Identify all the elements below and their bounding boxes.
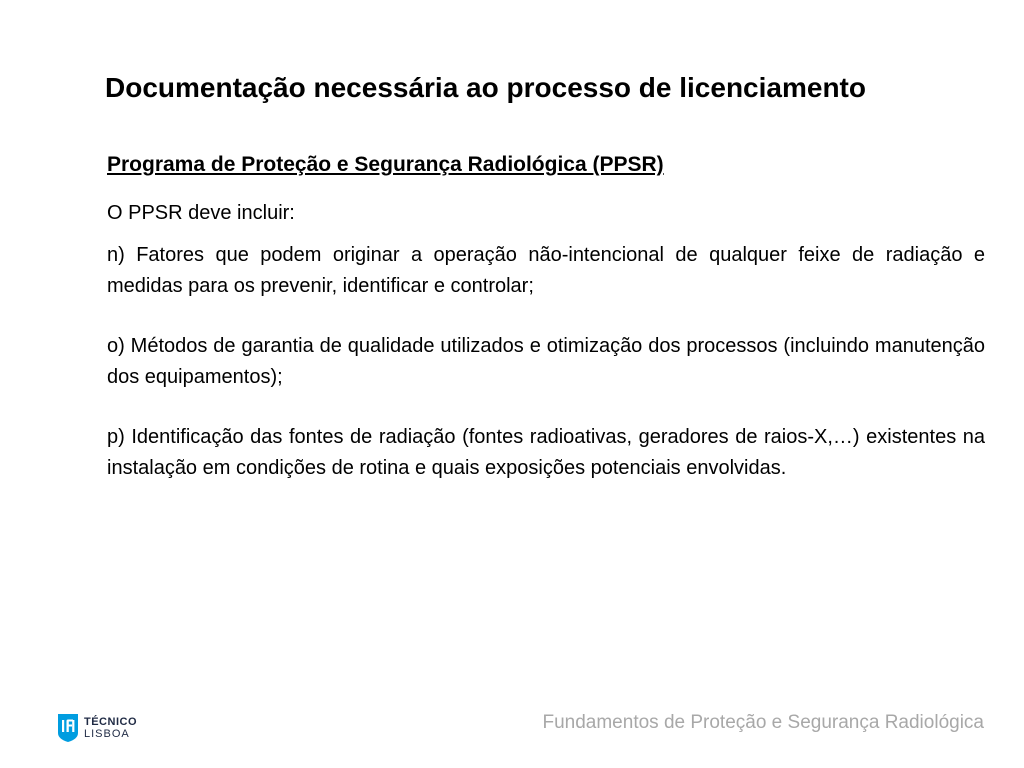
intro-text: O PPSR deve incluir: [107, 202, 295, 224]
section-heading: Programa de Proteção e Segurança Radiológica (PPSR) [107, 153, 664, 176]
tecnico-lisboa-logo [57, 713, 137, 743]
slide-content [107, 150, 985, 513]
slide-title: Documentação necessária ao processo de licenciamento [105, 72, 866, 103]
list-item-p: p) Identificação das fontes de radiação (fontes radioativas, geradores de raios-X,…) existentes na instalação em condições de rotina e quais exposições potenciais envolvidas. [107, 426, 985, 479]
list-item-o: o) Métodos de garantia de qualidade utilizados e otimização dos processos (incluindo manutenção dos equipamentos); [107, 335, 985, 388]
footer-course-name: Fundamentos de Proteção e Segurança Radiológica [542, 712, 984, 733]
logo-line-tecnico: TÉCNICO [84, 716, 137, 728]
ist-shield-icon [57, 713, 79, 743]
logo-line-lisboa: LISBOA [84, 728, 130, 740]
logo-text [84, 716, 137, 740]
list-item-n: n) Fatores que podem originar a operação não-intencional de qualquer feixe de radiação e medidas para os prevenir, identificar e controlar; [107, 244, 985, 297]
